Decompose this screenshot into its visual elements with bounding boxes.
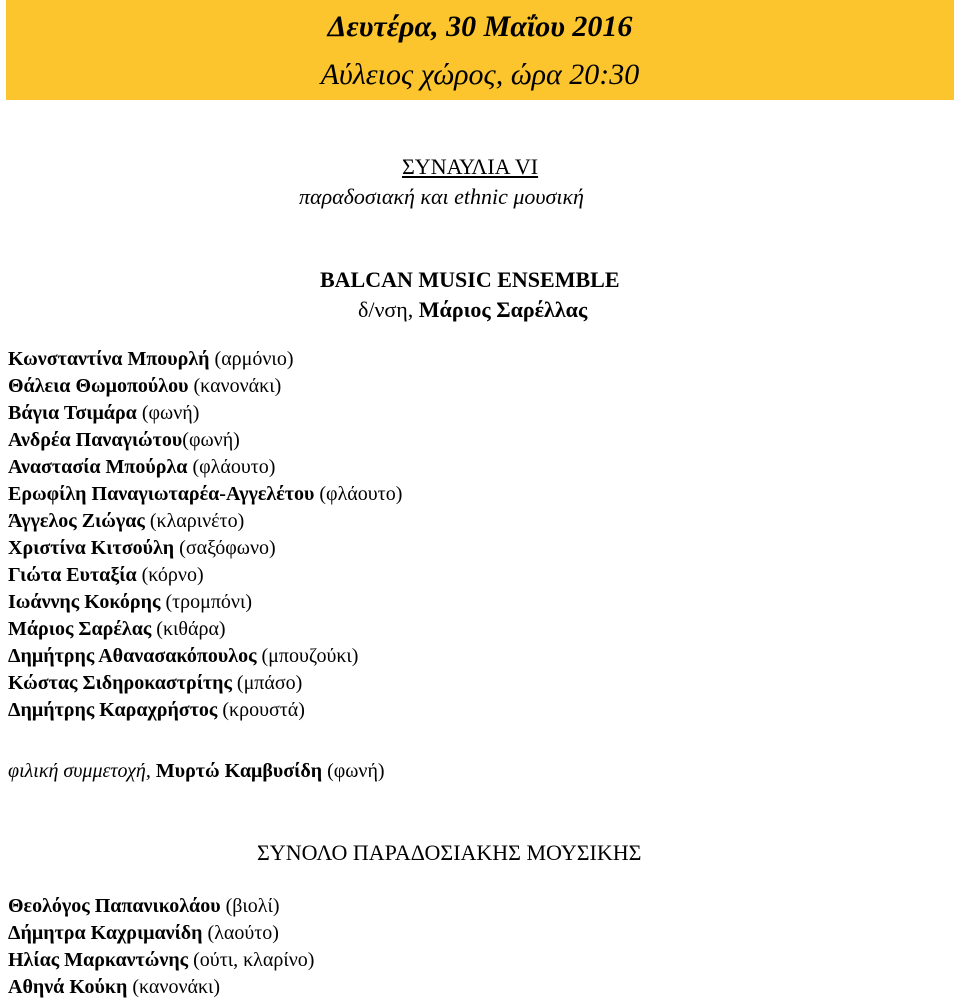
member-item bbox=[8, 670, 402, 697]
member-item bbox=[8, 643, 402, 670]
director-prefix: δ/νση, bbox=[358, 297, 419, 322]
event-venue-time: Αύλειος χώρος, ώρα 20:30 bbox=[320, 58, 640, 91]
member-name: Αθηνά Κούκη bbox=[8, 976, 128, 998]
member-name: Άγγελος Ζιώγας bbox=[8, 510, 145, 532]
member-instrument: (κρουστά) bbox=[217, 699, 305, 721]
member-instrument: (αρμόνιο) bbox=[209, 348, 294, 370]
member-item bbox=[8, 373, 402, 400]
event-date: Δευτέρα, 30 Μαΐου 2016 bbox=[327, 10, 633, 43]
member-item bbox=[8, 920, 314, 947]
guest-name: Μυρτώ Καμβυσίδη bbox=[155, 760, 323, 782]
member-item bbox=[8, 562, 402, 589]
member-instrument: (φλάουτο) bbox=[314, 483, 403, 505]
member-instrument: (λαούτο) bbox=[202, 922, 279, 944]
member-name: Μάριος Σαρέλας bbox=[8, 618, 152, 640]
member-name: Δήμητρα Καχριμανίδη bbox=[8, 922, 203, 944]
ensemble-director bbox=[358, 297, 587, 323]
member-instrument: (κόρνο) bbox=[136, 564, 204, 586]
member-instrument: (σαξόφωνο) bbox=[174, 537, 276, 559]
member-instrument: (μπουζούκι) bbox=[256, 645, 359, 667]
member-name: Δημήτρης Καραχρήστος bbox=[8, 699, 218, 721]
member-name: Ερωφίλη Παναγιωταρέα-Αγγελέτου bbox=[8, 483, 315, 505]
member-item bbox=[8, 346, 402, 373]
member-instrument: (φλάουτο) bbox=[187, 456, 276, 478]
member-item bbox=[8, 427, 402, 454]
member-name: Ηλίας Μαρκαντώνης bbox=[8, 949, 189, 971]
ensemble-name: BALCAN MUSIC ENSEMBLE bbox=[320, 267, 620, 292]
concert-subtitle: παραδοσιακή και ethnic μουσική bbox=[299, 184, 584, 209]
member-item bbox=[8, 697, 402, 724]
director-name: Μάριος Σαρέλλας bbox=[418, 297, 588, 322]
guest-label: φιλική συμμετοχή, bbox=[8, 760, 151, 782]
group2-title: ΣΥΝΟΛΟ ΠΑΡΑΔΟΣΙΑΚΗΣ ΜΟΥΣΙΚΗΣ bbox=[257, 840, 642, 865]
member-name: Χριστίνα Κιτσούλη bbox=[8, 537, 175, 559]
member-item bbox=[8, 481, 402, 508]
member-name: Δημήτρης Αθανασακόπουλος bbox=[8, 645, 257, 667]
member-item bbox=[8, 974, 314, 1001]
member-name: Βάγια Τσιμάρα bbox=[8, 402, 137, 424]
member-name: Αναστασία Μπούρλα bbox=[8, 456, 188, 478]
member-instrument: (βιολί) bbox=[220, 895, 280, 917]
member-instrument: (τρομπόνι) bbox=[160, 591, 253, 613]
member-instrument: (μπάσο) bbox=[231, 672, 303, 694]
member-name: Ιωάννης Κοκόρης bbox=[8, 591, 161, 613]
member-name: Θεολόγος Παπανικολάου bbox=[8, 895, 221, 917]
header-banner bbox=[6, 0, 954, 100]
member-instrument: (κανονάκι) bbox=[188, 375, 282, 397]
member-instrument: (κλαρινέτο) bbox=[144, 510, 245, 532]
member-name: Γιώτα Ευταξία bbox=[8, 564, 137, 586]
concert-title: ΣΥΝΑΥΛΙΑ VI bbox=[402, 154, 539, 179]
member-instrument: (κιθάρα) bbox=[151, 618, 226, 640]
member-item bbox=[8, 893, 314, 920]
member-name: Κωνσταντίνα Μπουρλή bbox=[8, 348, 210, 370]
member-instrument: (ούτι, κλαρίνο) bbox=[188, 949, 315, 971]
group2-members-list bbox=[8, 893, 314, 1001]
member-item bbox=[8, 616, 402, 643]
member-item bbox=[8, 947, 314, 974]
member-item bbox=[8, 535, 402, 562]
member-item bbox=[8, 589, 402, 616]
member-instrument: (φωνή) bbox=[136, 402, 200, 424]
member-item bbox=[8, 454, 402, 481]
member-instrument: (κανονάκι) bbox=[127, 976, 221, 998]
member-name: Κώστας Σιδηροκαστρίτης bbox=[8, 672, 232, 694]
guest-line bbox=[8, 760, 385, 783]
guest-instrument: (φωνή) bbox=[322, 760, 385, 782]
member-name: Θάλεια Θωμοπούλου bbox=[8, 375, 189, 397]
member-instrument: (φωνή) bbox=[182, 429, 240, 451]
members-list bbox=[8, 346, 402, 724]
member-item bbox=[8, 508, 402, 535]
member-name: Ανδρέα Παναγιώτου bbox=[8, 429, 183, 451]
member-item bbox=[8, 400, 402, 427]
